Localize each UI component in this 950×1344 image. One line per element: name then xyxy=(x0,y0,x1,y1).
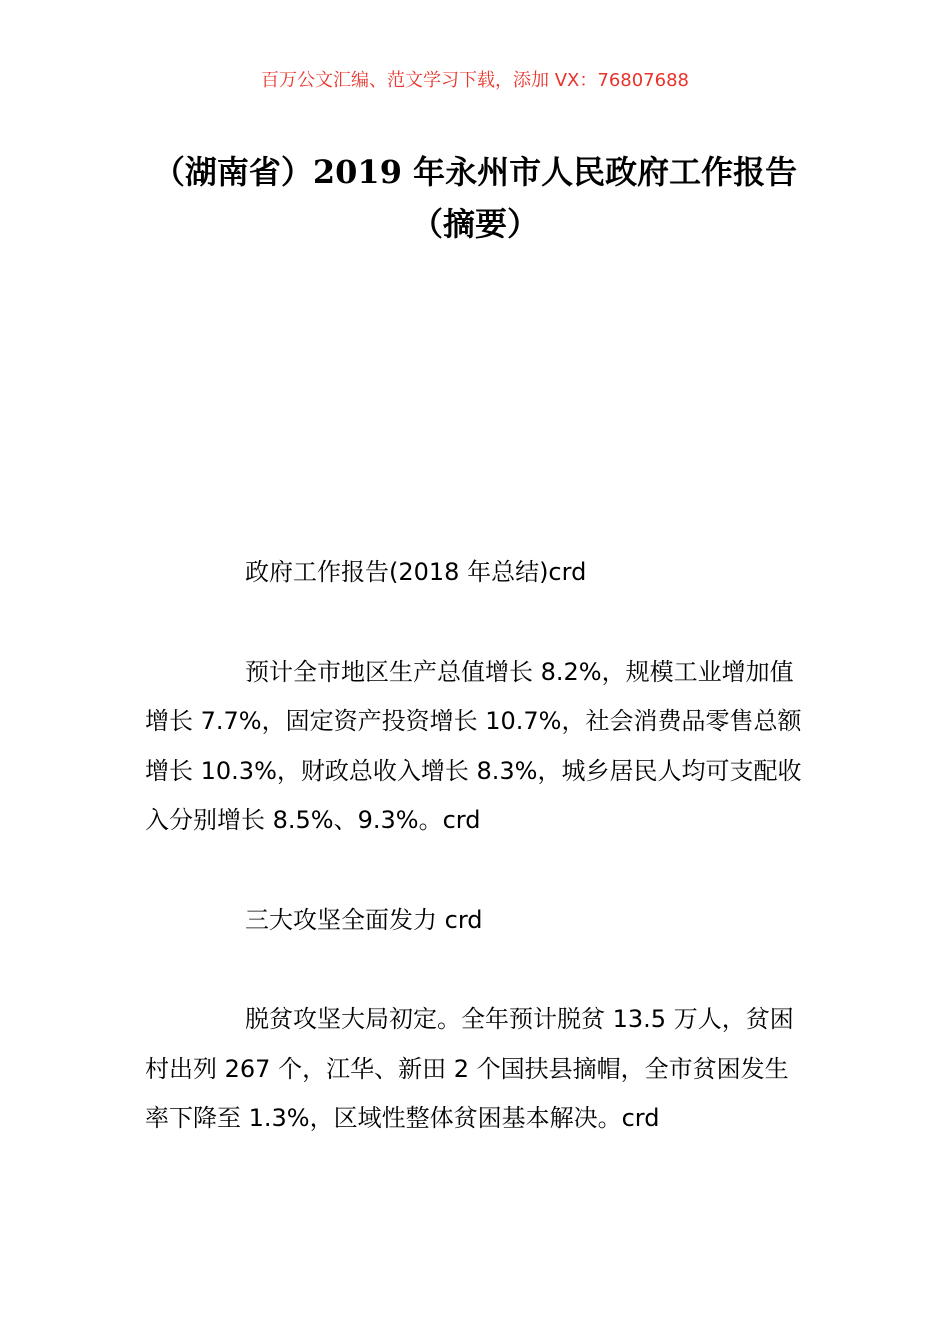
section-heading: 三大攻坚全面发力 crd xyxy=(245,905,483,934)
paragraph: 脱贫攻坚大局初定。全年预计脱贫 13.5 万人，贫困村出列 267 个，江华、新田 2 个国扶县摘帽，全市贫困发生率下降至 1.3%，区域性整体贫困基本解决。crd xyxy=(145,1005,794,1132)
header-note: 百万公文汇编、范文学习下载，添加 VX：76807688 xyxy=(261,70,689,91)
paragraph: 预计全市地区生产总值增长 8.2%，规模工业增加值增长 7.7%，固定资产投资增长 10.7%，社会消费品零售总额增长 10.3%，财政总收入增长 8.3%，城乡居民人均可支配收入分别增长 8.5%、9.3%。crd xyxy=(145,657,802,834)
document-title: （湖南省）2019 年永州市人民政府工作报告（摘要） xyxy=(152,153,798,243)
document-body xyxy=(145,548,810,1194)
section-heading: 政府工作报告(2018 年总结)crd xyxy=(245,558,587,586)
